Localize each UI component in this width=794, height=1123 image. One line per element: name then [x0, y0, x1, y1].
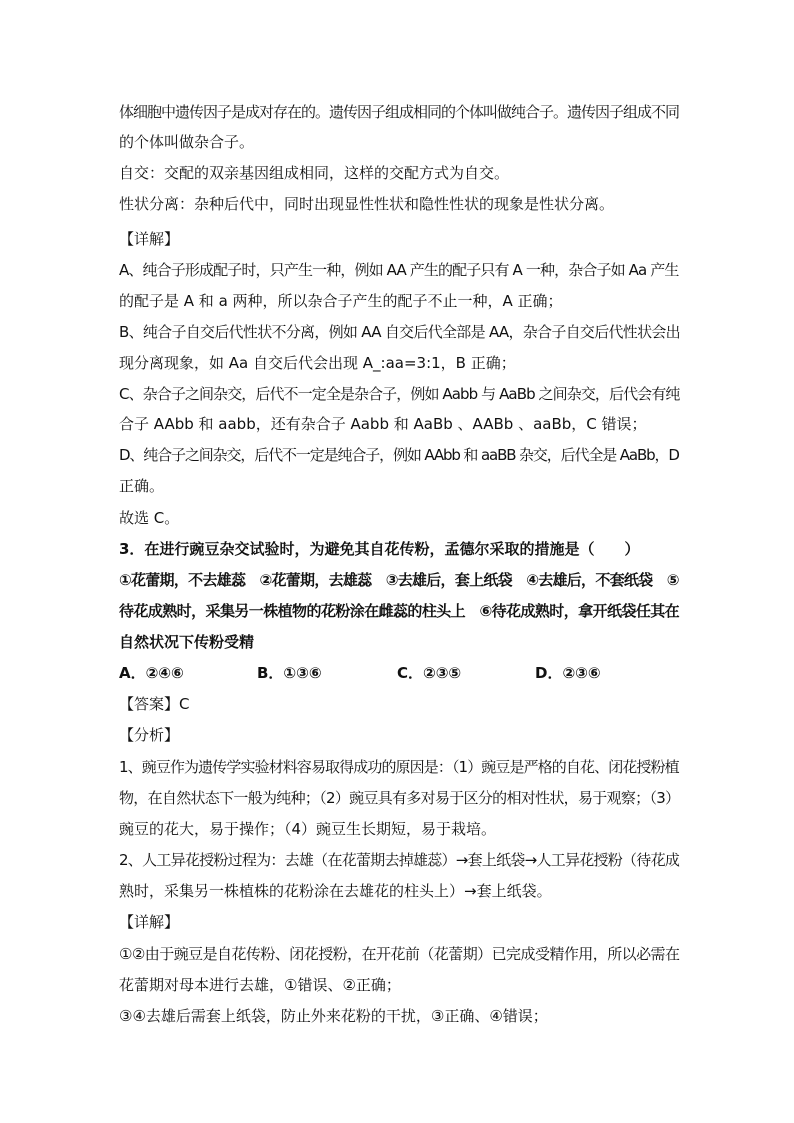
text-line-25: 2、人工异花授粉过程为：去雄（在花蕾期去掉雄蕊）→套上纸袋→人工异花授粉（待花成 [119, 851, 680, 869]
text-line-1: 体细胞中遗传因子是成对存在的。遗传因子组成相同的个体叫做纯合子。遗传因子组成不同 [119, 103, 680, 121]
question-3-stem: 3．在进行豌豆杂交试验时，为避免其自花传粉，孟德尔采取的措施是（ ） [119, 540, 640, 558]
text-line-14: 故选 C。 [119, 509, 180, 527]
text-line-30: ③④去雄后需套上纸袋，防止外来花粉的干扰，③正确、④错误； [119, 1007, 548, 1025]
text-line-24: 豌豆的花大，易于操作；（4）豌豆生长期短，易于栽培。 [119, 820, 497, 838]
text-line-12: D、纯合子之间杂交，后代不一定是纯合子，例如 AAbb 和 aaBB 杂交，后代全是 AaBb，D [119, 446, 679, 464]
text-line-4: 性状分离：杂种后代中，同时出现显性性状和隐性性状的现象是性状分离。 [119, 195, 615, 213]
text-line-22: 1、豌豆作为遗传学实验材料容易取得成功的原因是：（1）豌豆是严格的自花、闭花授粉植 [119, 758, 679, 776]
option-c: C．②③⑤ [397, 664, 462, 682]
section-heading-detail: 【详解】 [119, 230, 180, 248]
question-3-items-2: 待花成熟时，采集另一株植物的花粉涂在雌蕊的柱头上 ⑥待花成熟时，拿开纸袋任其在 [119, 602, 680, 620]
text-line-3: 自交：交配的双亲基因组成相同，这样的交配方式为自交。 [119, 164, 510, 182]
section-heading-detail-2: 【详解】 [119, 913, 180, 931]
option-a: A．②④⑥ [119, 664, 184, 682]
text-line-7: 的配子是 A 和 a 两种，所以杂合子产生的配子不止一种，A 正确； [119, 292, 563, 310]
section-heading-analysis: 【分析】 [119, 726, 180, 744]
option-b: B．①③⑥ [257, 664, 322, 682]
text-line-9: 现分离现象，如 Aa 自交后代会出现 A_:aa=3:1，B 正确； [119, 354, 516, 372]
text-line-13: 正确。 [119, 477, 165, 495]
text-line-6: A、纯合子形成配子时，只产生一种，例如 AA 产生的配子只有 A 一种，杂合子如 Aa 产生 [119, 261, 679, 279]
option-d: D．②③⑥ [535, 664, 601, 682]
text-line-23: 物，在自然状态下一般为纯种；（2）豌豆具有多对易于区分的相对性状，易于观察；（3） [119, 789, 680, 807]
text-line-11: 合子 AAbb 和 aabb，还有杂合子 Aabb 和 AaBb 、AABb 、aaBb，C 错误； [119, 415, 647, 433]
text-line-29: 花蕾期对母本进行去雄，①错误、②正确； [119, 976, 401, 994]
answer-label: 【答案】C [119, 695, 190, 713]
text-line-2: 的个体叫做杂合子。 [119, 133, 255, 151]
text-line-26: 熟时，采集另一株植株的花粉涂在去雄花的柱头上）→套上纸袋。 [119, 882, 552, 900]
text-line-8: B、纯合子自交后代性状不分离，例如 AA 自交后代全部是 AA，杂合子自交后代性状会出 [119, 323, 680, 341]
question-3-items-1: ①花蕾期，不去雄蕊 ②花蕾期，去雄蕊 ③去雄后，套上纸袋 ④去雄后，不套纸袋 ⑤ [119, 571, 679, 589]
question-3-items-3: 自然状况下传粉受精 [119, 633, 255, 651]
text-line-28: ①②由于豌豆是自花传粉、闭花授粉，在开花前（花蕾期）已完成受精作用，所以必需在 [119, 945, 680, 963]
text-line-10: C、杂合子之间杂交，后代不一定全是杂合子，例如 Aabb 与 AaBb 之间杂交，后代会有纯 [119, 385, 680, 403]
